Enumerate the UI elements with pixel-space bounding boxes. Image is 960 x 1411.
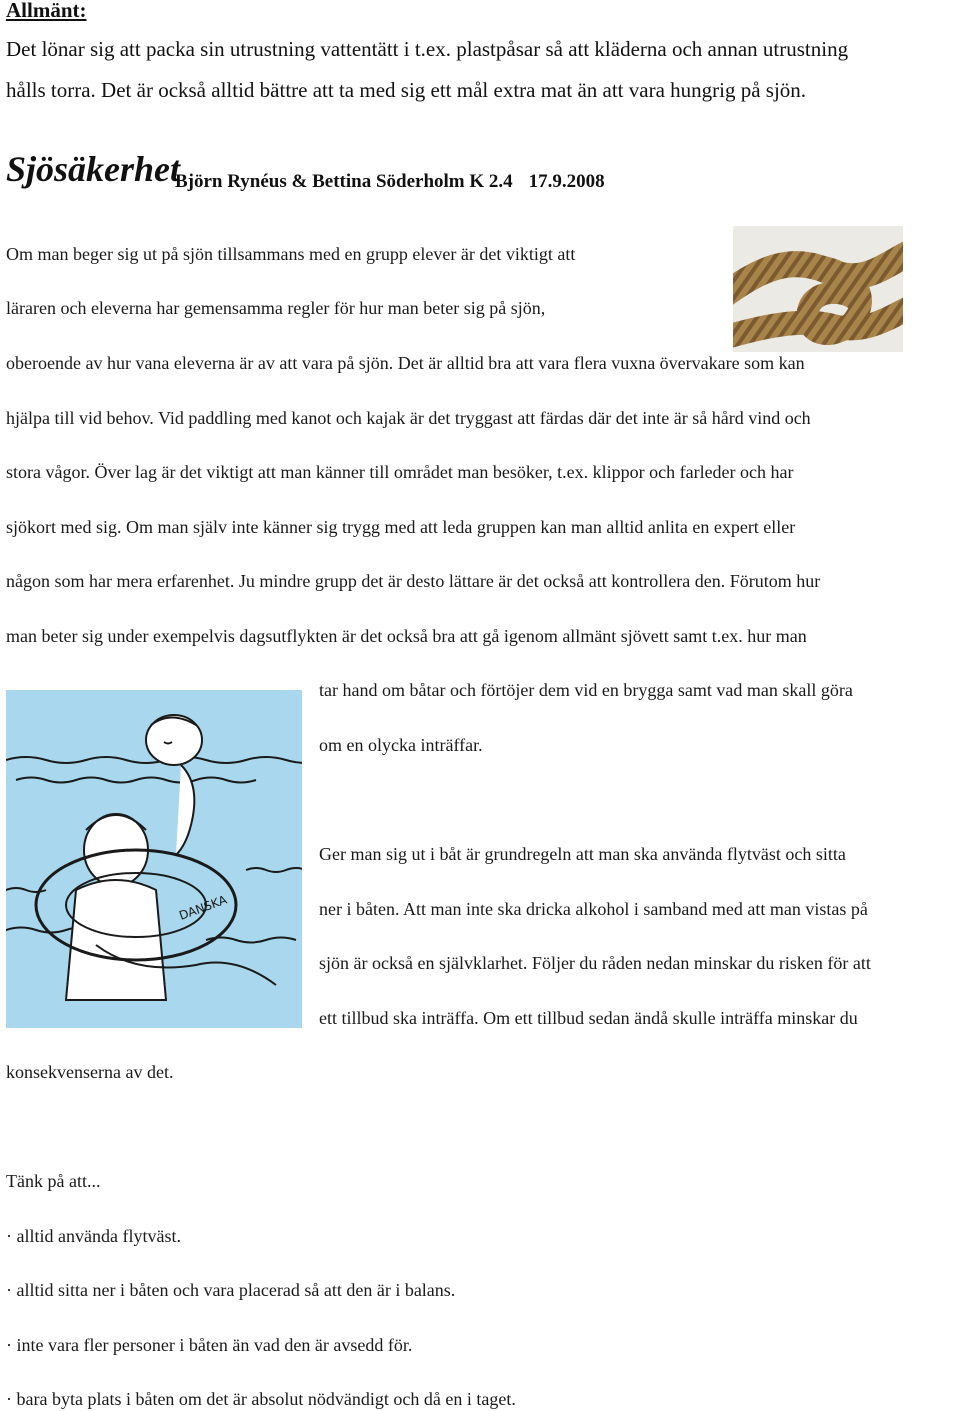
paragraph1-line-7: någon som har mera erfarenhet. Ju mindre grupp det är desto lättare är det också att kontrollera den. Förutom hur: [6, 571, 821, 591]
paragraph2-line-5: konsekvenserna av det.: [6, 1062, 174, 1082]
paragraph2-line-4: ett tillbud ska inträffa. Om ett tillbud sedan ändå skulle inträffa minskar du: [319, 1008, 858, 1028]
paragraph2-line-2: ner i båten. Att man inte ska dricka alkohol i samband med att man vistas på: [319, 899, 868, 919]
tip-item-2: · alltid sitta ner i båten och vara placerad så att den är i balans.: [6, 1280, 456, 1300]
authors-line: [175, 171, 605, 193]
tip-item-3: · inte vara fler personer i båten än vad den är avsedd för.: [6, 1335, 413, 1355]
general-line-1: Det lönar sig att packa sin utrustning vattentätt i t.ex. plastpåsar så att kläderna och annan utrustning: [6, 37, 849, 61]
rope-knot-icon: [733, 226, 903, 352]
authors: Björn Rynéus & Bettina Söderholm K 2.4: [175, 171, 513, 192]
tips-heading: Tänk på att...: [6, 1171, 101, 1191]
paragraph1-line-4: hjälpa till vid behov. Vid paddling med kanot och kajak är det tryggast att färdas där det inte är så hård vind och: [6, 408, 811, 428]
general-line-2: hålls torra. Det är också alltid bättre att ta med sig ett mål extra mat än att vara hungrig på sjön.: [6, 78, 807, 102]
rescue-illustration: [6, 690, 302, 1028]
lifebuoy-text: DANSKA: [177, 892, 229, 923]
paragraph1-line-9: tar hand om båtar och förtöjer dem vid en brygga samt vad man skall göra: [319, 680, 853, 700]
paragraph1-line-3: oberoende av hur vana eleverna är av att vara på sjön. Det är alltid bra att vara flera vuxna övervakare som kan: [6, 353, 805, 373]
date: 17.9.2008: [528, 171, 605, 192]
paragraph1-line-1: Om man beger sig ut på sjön tillsammans med en grupp elever är det viktigt att: [6, 244, 576, 264]
paragraph1-line-10: om en olycka inträffar.: [319, 735, 483, 755]
general-heading: Allmänt:: [6, 0, 87, 22]
paragraph1-line-6: sjökort med sig. Om man själv inte känner sig trygg med att leda gruppen kan man alltid anlita en expert eller: [6, 517, 796, 537]
paragraph1-line-2: läraren och eleverna har gemensamma regler för hur man beter sig på sjön,: [6, 298, 546, 318]
rope-knot-image: [733, 226, 903, 352]
paragraph2-line-1: Ger man sig ut i båt är grundregeln att man ska använda flytväst och sitta: [319, 844, 846, 864]
tip-item-4: · bara byta plats i båten om det är absolut nödvändigt och då en i taget.: [6, 1389, 516, 1409]
lifebuoy-rescue-icon: [6, 690, 302, 1028]
tip-item-1: · alltid använda flytväst.: [6, 1226, 181, 1246]
section-title: Sjösäkerhet: [6, 149, 181, 189]
paragraph2-line-3: sjön är också en självklarhet. Följer du råden nedan minskar du risken för att: [319, 953, 871, 973]
paragraph1-line-8: man beter sig under exempelvis dagsutflykten är det också bra att gå igenom allmänt sjövett samt t.ex. hur man: [6, 626, 807, 646]
paragraph1-line-5: stora vågor. Över lag är det viktigt att man känner till området man besöker, t.ex. klippor och farleder och har: [6, 462, 794, 482]
